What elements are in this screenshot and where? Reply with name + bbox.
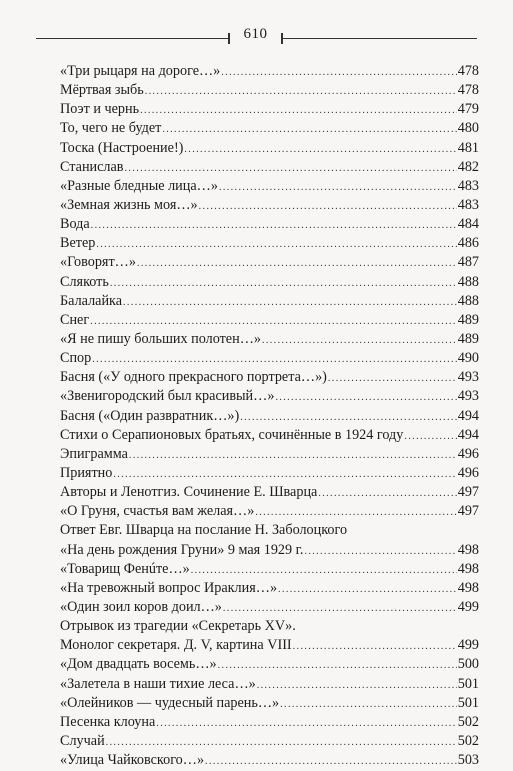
toc-entry-page: 503: [457, 752, 479, 769]
toc-entry: [60, 541, 479, 560]
toc-entry: [60, 560, 479, 579]
toc-entry-page: 489: [457, 330, 479, 347]
toc-entry-title: Балалайка: [60, 292, 123, 309]
toc-entry: [60, 483, 479, 502]
toc-entry-title: Слякоть: [60, 273, 109, 290]
toc-entry-title: «О Груня, счастья вам желая…»: [60, 503, 255, 520]
toc-dot-leader: [221, 63, 456, 82]
toc-entry-page: 483: [457, 177, 479, 194]
toc-dot-leader: [156, 714, 456, 733]
toc-entry-title: Ответ Евг. Шварца на послание Н. Заболоцкого: [60, 522, 348, 539]
toc-dot-leader: [90, 312, 457, 331]
toc-entry-page: 494: [457, 426, 479, 443]
toc-entry-page: 497: [457, 503, 479, 520]
toc-entry-title: «На день рождения Груни» 9 мая 1929 г.: [60, 541, 304, 558]
toc-entry: [60, 579, 479, 598]
toc-entry: [60, 368, 479, 387]
toc-entry-page: 481: [457, 139, 479, 156]
toc-entry-title: Тоска (Настроение!): [60, 139, 184, 156]
toc-entry: [60, 426, 479, 445]
toc-dot-leader: [140, 101, 457, 120]
toc-entry: [60, 387, 479, 406]
toc-dot-leader: [219, 178, 457, 197]
toc-dot-leader: [275, 388, 456, 407]
toc-entry: [60, 234, 479, 253]
toc-entry-title: Снег: [60, 311, 90, 328]
toc-dot-leader: [328, 369, 457, 388]
toc-entry: [60, 521, 479, 540]
toc-dot-leader: [92, 350, 456, 369]
toc-entry-page: 496: [457, 445, 479, 462]
toc-entry: [60, 751, 479, 770]
header-rule-left: [36, 38, 230, 39]
toc-entry-page: 498: [457, 541, 479, 558]
toc-dot-leader: [262, 331, 457, 350]
toc-entry-page: 502: [457, 732, 479, 749]
toc-dot-leader: [184, 140, 456, 159]
toc-entry: [60, 292, 479, 311]
toc-entry-title: Стихи о Серапионовых братьях, сочинённые в 1924 году: [60, 426, 404, 443]
toc-entry-page: 488: [457, 273, 479, 290]
toc-dot-leader: [223, 599, 457, 618]
toc-entry-page: 482: [457, 158, 479, 175]
toc-entry: [60, 62, 479, 81]
toc-dot-leader: [199, 197, 457, 216]
toc-entry-title: «Дом двадцать восемь…»: [60, 656, 217, 673]
toc-entry-page: 494: [457, 407, 479, 424]
toc-entry-title: Случай: [60, 732, 105, 749]
toc-entry: [60, 139, 479, 158]
toc-entry-page: 488: [457, 292, 479, 309]
toc-entry-title: «Товарищ Фенúте…»: [60, 560, 190, 577]
toc-dot-leader: [145, 82, 457, 101]
toc-dot-leader: [91, 216, 457, 235]
toc-entry-page: 480: [457, 120, 479, 137]
header-rule-right: [281, 38, 477, 39]
toc-entry: [60, 732, 479, 751]
toc-entry-page: 498: [457, 560, 479, 577]
toc-entry-page: 487: [457, 254, 479, 271]
toc-entry-title: Вода: [60, 216, 90, 233]
toc-entry-page: 498: [457, 579, 479, 596]
toc-dot-leader: [137, 254, 457, 273]
toc-dot-leader: [280, 695, 457, 714]
toc-entry-page: 489: [457, 311, 479, 328]
toc-entry-title: Басня («У одного прекрасного портрета…»): [60, 369, 327, 386]
toc-entry: [60, 407, 479, 426]
toc-entry: [60, 273, 479, 292]
toc-entry-title: Отрывок из трагедии «Секретарь XV».: [60, 618, 296, 635]
toc-entry-title: «Улица Чайковского…»: [60, 752, 205, 769]
toc-entry-page: 499: [457, 598, 479, 615]
toc-entry-title: «Три рыцаря на дороге…»: [60, 63, 221, 79]
toc-dot-leader: [257, 676, 457, 695]
toc-entry: [60, 445, 479, 464]
toc-entry-page: 486: [457, 235, 479, 252]
toc-dot-leader: [123, 293, 457, 312]
toc-entry-title: Авторы и Ленотгиз. Сочинение Е. Шварца: [60, 484, 318, 501]
toc-entry: [60, 119, 479, 138]
toc-dot-leader: [278, 580, 457, 599]
toc-entry: [60, 100, 479, 119]
toc-entry: [60, 502, 479, 521]
toc-entry: [60, 177, 479, 196]
toc-entry: [60, 330, 479, 349]
toc-entry: [60, 253, 479, 272]
toc-entry: [60, 636, 479, 655]
toc-dot-leader: [96, 235, 456, 254]
toc-dot-leader: [129, 446, 457, 465]
toc-entry-page: 501: [457, 675, 479, 692]
toc-entry-title: Станислав: [60, 158, 124, 175]
toc-entry-title: «Говорят…»: [60, 254, 136, 271]
toc-dot-leader: [240, 408, 456, 427]
toc-entry-page: 497: [457, 484, 479, 501]
toc-entry-title: То, чего не будет: [60, 120, 162, 137]
toc-entry-page: 483: [457, 196, 479, 213]
toc-entry-title: Приятно: [60, 464, 113, 481]
toc-dot-leader: [404, 427, 456, 446]
toc-entry-title: «На тревожный вопрос Ираклия…»: [60, 579, 278, 596]
toc-entry: [60, 598, 479, 617]
toc-entry-title: «Земная жизнь моя…»: [60, 196, 198, 213]
toc-dot-leader: [218, 656, 457, 675]
page-header: [36, 24, 477, 44]
toc-dot-leader: [318, 484, 456, 503]
toc-entry-page: 502: [457, 713, 479, 730]
toc-entry: [60, 311, 479, 330]
toc-entry-title: «Я не пишу больших полотен…»: [60, 330, 261, 347]
toc-entry-title: «Олейников — чудесный парень…»: [60, 694, 280, 711]
toc-entry: [60, 349, 479, 368]
toc-dot-leader: [110, 274, 457, 293]
toc-entry-title: Спор: [60, 350, 92, 367]
toc-dot-leader: [205, 752, 457, 771]
toc-entry-page: 501: [457, 694, 479, 711]
toc-entry-page: 500: [457, 656, 479, 673]
toc-entry-title: Песенка клоуна: [60, 713, 156, 730]
toc-entry-title: Ветер: [60, 235, 96, 252]
toc-dot-leader: [106, 733, 457, 752]
toc-entry-title: «Один зоил коров доил…»: [60, 598, 222, 615]
toc-dot-leader: [293, 637, 457, 656]
toc-entry-title: Эпиграмма: [60, 445, 128, 462]
toc-entry-page: 496: [457, 464, 479, 481]
toc-entry-page: 484: [457, 216, 479, 233]
toc-entry-title: Мёртвая зыбь: [60, 82, 144, 99]
toc-entry: [60, 655, 479, 674]
toc-entry-page: 493: [457, 388, 479, 405]
toc-entry: [60, 158, 479, 177]
toc-entry-page: 479: [457, 101, 479, 118]
toc-entry-page: 490: [457, 350, 479, 367]
toc-entry-title: «Разные бледные лица…»: [60, 177, 218, 194]
toc-entry-title: Басня («Один развратник…»): [60, 407, 240, 424]
toc-dot-leader: [113, 465, 456, 484]
toc-entry: [60, 196, 479, 215]
toc-entry-page: 493: [457, 369, 479, 386]
toc-entry-title: Монолог секретаря. Д. V, картина VIII: [60, 637, 292, 654]
toc-dot-leader: [304, 542, 456, 561]
toc-dot-leader: [255, 503, 456, 522]
table-of-contents: [60, 62, 479, 770]
toc-entry: [60, 694, 479, 713]
toc-entry: [60, 713, 479, 732]
toc-entry-page: 499: [457, 637, 479, 654]
page-number: 610: [243, 26, 268, 42]
toc-entry: [60, 464, 479, 483]
toc-entry: [60, 617, 479, 636]
toc-entry-title: «Звенигородский был красивый…»: [60, 388, 275, 405]
toc-entry: [60, 81, 479, 100]
toc-dot-leader: [162, 120, 456, 139]
toc-entry-page: 478: [457, 82, 479, 99]
toc-entry-title: «Залетела в наши тихие леса…»: [60, 675, 256, 692]
toc-entry: [60, 215, 479, 234]
toc-dot-leader: [191, 561, 457, 580]
toc-dot-leader: [125, 159, 457, 178]
toc-entry: [60, 675, 479, 694]
toc-entry-title: Поэт и чернь: [60, 101, 140, 118]
toc-entry-page: 478: [457, 63, 479, 79]
